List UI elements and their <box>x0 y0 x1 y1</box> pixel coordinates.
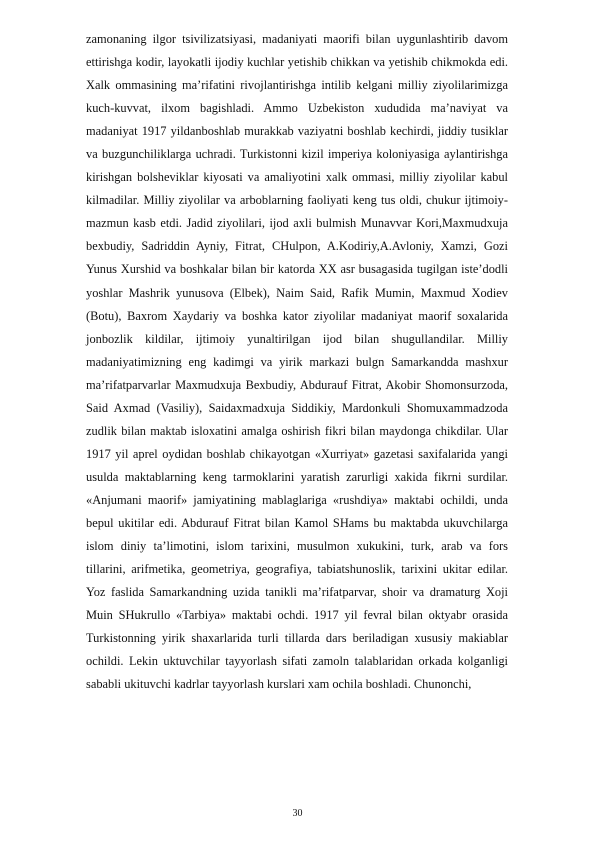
page-number: 30 <box>292 808 303 819</box>
body-paragraph: zamonaning ilgor tsivilizatsiyasi, madaniyati maorifi bilan uygunlashtirib davom ettirishga kodir, layokatli ijodiy kuchlar yetishib chikkan va yetishib chikmokda edi. Xalk ommasining ma’rifatini rivojlantirishga intilib kelgani milliy ziyolilarimizga kuch-kuvvat, ilxom bagishladi. Ammo Uzbekiston xududida ma’naviyat va madaniyat 1917 yildanboshlab murakkab vaziyatni boshlab kechirdi, jiddiy tusiklar va buzgunchiliklarga uchradi. Turkistonni kizil imperiya koloniyasiga aylantirishga kirishgan bolsheviklar kiyosati va amaliyotini xalk ommasi, milliy ziyolilar kabul kilmadilar. Milliy ziyolilar va arboblarning faoliyati keng tus oldi, chukur ijtimoiy- mazmun kasb etdi. Jadid ziyolilari, ijod axli bulmish Munavvar Kori,Maxmudxuja bexbudiy, Sadriddin Ayniy, Fitrat, CHulpon, A.Kodiriy,A.Avloniy, Xamzi, Gozi Yunus Xurshid va boshkalar bilan bir katorda XX asr busagasida tugilgan iste’dodli yoshlar Mashrik yunusova (Elbek), Naim Said, Rafik Mumin, Maxmud Xodiev (Botu), Baxrom Xaydariy va boshka kator ziyolilar madaniyat maorif soxalarida jonbozlik kildilar, ijtimoiy yunaltirilgan ijod bilan shugullandilar. Milliy madaniyatimizning eng kadimgi va yirik markazi bulgn Samarkandda mashxur ma’rifatparvarlar Maxmudxuja Bexbudiy, Abdurauf Fitrat, Akobir Shomonsurzoda, Said Axmad (Vasiliy), Saidaxmadxuja Siddikiy, Mardonkuli Shomuxammadzoda zudlik bilan maktab isloxatini amalga oshirish fikri bilan maydonga chikdilar. Ular 1917 yil aprel oydidan boshlab chikayotgan «Xurriyat» gazetasi saxifalarida yangi usulda maktablarning keng tarmoklarini yaratish zarurligi xakida fikrni surdilar. «Anjumani maorif» jamiyatining mablaglariga «rushdiya» maktabi ochildi, unda bepul ukitilar edi. Abdurauf Fitrat bilan Kamol SHams bu maktabda ukuvchilarga islom diniy ta’limotini, islom tarixini, musulmon xukukini, turk, arab va fors tillarini, arifmetika, geometriya, geografiya, tabiatshunoslik, tarixini ukitar edilar. Yoz faslida Samarkandning uzida tanikli ma’rifatparvar, shoir va dramaturg Xoji Muin SHukrullo «Tarbiya» maktabi ochdi. 1917 yil fevral bilan oktyabr orasida Turkistonning yirik shaxarlarida turli tillarda dars beriladigan xususiy makiablar ochildi. Lekin uktuvchilar tayyorlash sifati zamoln talablaridan orkada kolganligi sababli ukituvchi kadrlar tayyorlash kurslari xam ochila boshladi. Chunonchi, <box>86 32 508 692</box>
